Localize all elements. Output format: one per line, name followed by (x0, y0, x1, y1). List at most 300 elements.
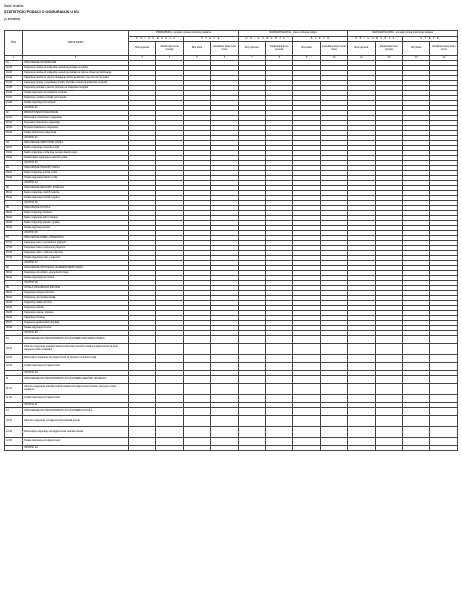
risk-code: 11 (5, 376, 23, 384)
value-cell[interactable] (375, 344, 402, 355)
risk-label: Ostala osiguranja plovila (23, 226, 129, 231)
risk-code: 05.01 (5, 191, 23, 196)
risk-label: Osiguranje robe u pomorskom prijevozu (23, 241, 129, 246)
risk-label: OSIGURANJE OD POŽARA I ELEMENTARNIH ŠTETA (23, 266, 129, 271)
value-cell[interactable] (348, 416, 375, 427)
value-cell[interactable] (430, 344, 458, 355)
value-cell[interactable] (156, 395, 183, 403)
risk-label: OSIGURANJE PLOVILA (23, 206, 129, 211)
value-cell[interactable] (266, 336, 293, 344)
sub-header-cell: Broj šteta (403, 42, 430, 56)
value-cell[interactable] (320, 363, 347, 371)
risk-label: Osiguranje građevinskih objekata (23, 321, 129, 326)
col-header-vrsta: VRSTE RIZIKA (23, 31, 129, 56)
value-cell[interactable] (238, 384, 265, 395)
risk-label: Ostala osiguranja od odgovornosti (23, 395, 129, 403)
risk-code: 02.04 (5, 131, 23, 136)
value-cell[interactable] (183, 438, 210, 446)
value-cell[interactable] (129, 384, 156, 395)
risk-code: 01.04 (5, 81, 23, 86)
value-cell[interactable] (238, 344, 265, 355)
risk-code: 02 (5, 111, 23, 116)
risk-code: 10.03 (5, 363, 23, 371)
risk-label: Ostala osiguranja od požara (23, 276, 129, 281)
value-cell[interactable] (293, 376, 320, 384)
risk-code: 06 (5, 206, 23, 211)
risk-label: UKUPNO 10 (23, 371, 129, 376)
value-cell[interactable] (375, 395, 402, 403)
risk-code: 09.01 (5, 291, 23, 296)
risk-code: 08.01 (5, 271, 23, 276)
value-cell[interactable] (293, 336, 320, 344)
value-cell[interactable] (293, 363, 320, 371)
value-cell[interactable] (156, 416, 183, 427)
risk-label: Dopunsko zdravstveno osiguranje (23, 121, 129, 126)
value-cell[interactable] (156, 438, 183, 446)
risk-code: 01.06 (5, 91, 23, 96)
value-cell[interactable] (156, 363, 183, 371)
value-cell[interactable] (211, 438, 238, 446)
risk-label: UKUPNO 05 (23, 201, 129, 206)
risk-label: Osiguranje putnika u javnom prometu od posljedica nezgode (23, 86, 129, 91)
risk-label: Obvezno osiguranje od odgovornosti vlasnika plovila (23, 416, 129, 427)
value-cell[interactable] (156, 355, 183, 363)
value-cell[interactable] (156, 344, 183, 355)
value-cell[interactable] (211, 384, 238, 395)
value-cell[interactable] (430, 408, 458, 416)
value-cell[interactable] (430, 446, 458, 451)
sub-header-cell: Broj ugovora (348, 42, 375, 56)
value-cell[interactable] (348, 427, 375, 438)
value-cell[interactable] (156, 427, 183, 438)
risk-code: 04.01 (5, 171, 23, 176)
risk-code: 12.03 (5, 438, 23, 446)
risk-code: 09.05 (5, 311, 23, 316)
value-cell[interactable] (266, 355, 293, 363)
group-header-nastan: NAKNADOSLOVNA - temeljem prava poslovnog nastana (348, 31, 458, 37)
risk-label: UKUPNO 01 (23, 106, 129, 111)
value-cell[interactable] (348, 438, 375, 446)
risk-label: Osiguranje stakla od loma (23, 301, 129, 306)
value-cell[interactable] (403, 344, 430, 355)
value-cell[interactable] (430, 395, 458, 403)
value-cell[interactable] (211, 376, 238, 384)
value-cell[interactable] (293, 395, 320, 403)
risk-label: OSIGURANJE OD NEZGODE (23, 61, 129, 66)
value-cell[interactable] (266, 376, 293, 384)
value-cell[interactable] (293, 384, 320, 395)
value-cell[interactable] (156, 376, 183, 384)
value-cell[interactable] (266, 384, 293, 395)
sub-header-cell: Zaračunata bruto premija (375, 42, 402, 56)
column-number: 5 (183, 56, 210, 61)
value-cell[interactable] (320, 438, 347, 446)
risk-label: Ostala osiguranja tračnih vozila (23, 176, 129, 181)
value-cell[interactable] (375, 363, 402, 371)
value-cell[interactable] (430, 363, 458, 371)
risk-code: 09.03 (5, 301, 23, 306)
risk-code: 03.03 (5, 156, 23, 161)
risk-label: Osiguranje gostiju, posjetitelja priredbi, izletnika i turista od posljedica nezgode (23, 81, 129, 86)
risk-label: UKUPNO 11 (23, 403, 129, 408)
risk-label: Ostala osiguranja imovine (23, 326, 129, 331)
column-number: 10 (320, 56, 347, 61)
value-cell[interactable] (183, 336, 210, 344)
value-cell[interactable] (183, 408, 210, 416)
risk-label: OSIGURANJE ROBE U PRIJEVOZU (23, 236, 129, 241)
table-row (5, 336, 458, 344)
table-row (5, 408, 458, 416)
table-row (5, 376, 458, 384)
value-cell[interactable] (348, 344, 375, 355)
risk-label: Osiguranje osoba za vrijeme obavljanja radnih djelatnosti i na putu od i do posla (23, 76, 129, 81)
value-cell[interactable] (129, 355, 156, 363)
value-cell[interactable] (238, 438, 265, 446)
value-cell[interactable] (266, 395, 293, 403)
sub-header-cell: Likvidirane štete bruto iznos (430, 42, 458, 56)
risk-code (5, 446, 23, 451)
risk-label: UKUPNO 09 (23, 331, 129, 336)
value-cell[interactable] (129, 408, 156, 416)
value-cell[interactable] (211, 427, 238, 438)
risk-code: 10 (5, 336, 23, 344)
risk-code: 08.02 (5, 276, 23, 281)
value-cell[interactable] (129, 395, 156, 403)
risk-code: 07.03 (5, 251, 23, 256)
risk-label: Osiguranje robe u zračnom prijevozu (23, 251, 129, 256)
value-cell[interactable] (156, 446, 183, 451)
value-cell[interactable] (348, 355, 375, 363)
risk-label: Dobrovoljno zdravstveno osiguranje (23, 116, 129, 121)
value-cell[interactable] (266, 416, 293, 427)
column-number: 7 (238, 56, 265, 61)
value-cell[interactable] (430, 438, 458, 446)
value-cell[interactable] (129, 427, 156, 438)
stete-header: Š T E T E (403, 37, 458, 42)
value-cell[interactable] (211, 416, 238, 427)
risk-code: 12.02 (5, 427, 23, 438)
value-cell[interactable] (211, 336, 238, 344)
value-cell[interactable] (211, 344, 238, 355)
risk-code: 07 (5, 236, 23, 241)
risk-label: OSIGURANJE OD ODGOVORNOSTI ZA UPOTREBU ZRAČNIH LETJELICA (23, 376, 129, 384)
risk-label: Dobrovoljno osiguranje od odgovornosti za upotrebu motornih vozila (23, 355, 129, 363)
risk-code: 01.08 (5, 101, 23, 106)
value-cell[interactable] (403, 395, 430, 403)
value-cell[interactable] (183, 355, 210, 363)
risk-label: Osiguranje životinja (23, 316, 129, 321)
value-cell[interactable] (211, 408, 238, 416)
risk-code: 01.03 (5, 76, 23, 81)
risk-code: 10.02 (5, 355, 23, 363)
sub-header-cell: Broj šteta (183, 42, 210, 56)
value-cell[interactable] (266, 363, 293, 371)
value-cell[interactable] (129, 376, 156, 384)
value-cell[interactable] (183, 446, 210, 451)
risk-label: ZDRAVSTVENO OSIGURANJE (23, 111, 129, 116)
risk-label: Obvezno osiguranje vlasnika zračnih letjelica od odgovornosti za štete nanesene trećim osobama (23, 384, 129, 395)
value-cell[interactable] (403, 355, 430, 363)
risk-label: UKUPNO 04 (23, 181, 129, 186)
value-cell[interactable] (266, 344, 293, 355)
table-row (5, 416, 458, 427)
col-header-sifra: Šifra (5, 31, 23, 56)
risk-label: Osiguranje osoba od posljedica nesretnog slučaja (nezgode) (23, 66, 129, 71)
risk-code: 02.03 (5, 126, 23, 131)
value-cell[interactable] (430, 427, 458, 438)
column-number: 12 (375, 56, 402, 61)
value-cell[interactable] (293, 344, 320, 355)
sub-header-cell: Zaračunata bruto premija (156, 42, 183, 56)
sub-header-cell: Likvidirane štete bruto iznos (211, 42, 238, 56)
value-cell[interactable] (403, 438, 430, 446)
value-cell[interactable] (430, 336, 458, 344)
value-cell[interactable] (403, 376, 430, 384)
risk-code: 06.02 (5, 216, 23, 221)
risk-code: 01.05 (5, 86, 23, 91)
value-cell[interactable] (211, 363, 238, 371)
risk-code: 03 (5, 141, 23, 146)
value-cell[interactable] (129, 344, 156, 355)
column-number: 11 (348, 56, 375, 61)
value-cell[interactable] (403, 408, 430, 416)
risk-code: 05 (5, 186, 23, 191)
value-cell[interactable] (238, 355, 265, 363)
risk-label: OSIGURANJE CESTOVNIH VOZILA (23, 141, 129, 146)
value-cell[interactable] (375, 408, 402, 416)
risk-code: 09.04 (5, 306, 23, 311)
risk-label: Osiguranje vozača i putnika od nezgode (23, 96, 129, 101)
value-cell[interactable] (293, 446, 320, 451)
risk-label: Kasko osiguranje vozila koja nemaju vlastiti pogon (23, 151, 129, 156)
risk-code: 09.06 (5, 316, 23, 321)
value-cell[interactable] (238, 446, 265, 451)
risk-label: UKUPNO 06 (23, 231, 129, 236)
value-cell[interactable] (348, 395, 375, 403)
risk-label: UKUPNO 12 (23, 446, 129, 451)
risk-code: 07.04 (5, 256, 23, 261)
sub-header-cell: Zaračunata bruto premija (266, 42, 293, 56)
value-cell[interactable] (156, 336, 183, 344)
risk-label: OSTALA OSIGURANJA IMOVINE (23, 286, 129, 291)
value-cell[interactable] (293, 427, 320, 438)
value-cell[interactable] (403, 446, 430, 451)
value-cell[interactable] (320, 355, 347, 363)
sub-header-cell: Likvidirane štete bruto iznos (320, 42, 347, 56)
company-name-label: Naziv društva (4, 4, 24, 8)
risk-label: Ostala osiguranja zračnih letjelica (23, 196, 129, 201)
value-cell[interactable] (348, 408, 375, 416)
risk-code: 01.07 (5, 96, 23, 101)
risk-code: 05.02 (5, 196, 23, 201)
value-cell[interactable] (183, 384, 210, 395)
risk-code: 10.01 (5, 344, 23, 355)
value-cell[interactable] (266, 408, 293, 416)
table-row (5, 344, 458, 355)
column-number: 9 (293, 56, 320, 61)
value-cell[interactable] (375, 376, 402, 384)
value-cell[interactable] (430, 416, 458, 427)
value-cell[interactable] (375, 427, 402, 438)
column-number: 2 (23, 56, 129, 61)
value-cell[interactable] (238, 395, 265, 403)
column-number: 1 (5, 56, 23, 61)
risk-code: 01.02 (5, 71, 23, 76)
risk-label: Privatno zdravstveno osiguranje (23, 126, 129, 131)
risk-label: Ostala osiguranja robe u prijevozu (23, 256, 129, 261)
value-cell[interactable] (375, 384, 402, 395)
value-cell[interactable] (375, 336, 402, 344)
value-cell[interactable] (183, 395, 210, 403)
value-cell[interactable] (156, 408, 183, 416)
value-cell[interactable] (266, 446, 293, 451)
value-cell[interactable] (183, 344, 210, 355)
risk-label: Ostala osiguranja od nezgode (23, 101, 129, 106)
value-cell[interactable] (211, 395, 238, 403)
value-cell[interactable] (320, 416, 347, 427)
value-cell[interactable] (403, 427, 430, 438)
value-cell[interactable] (211, 446, 238, 451)
value-cell[interactable] (430, 384, 458, 395)
value-cell[interactable] (129, 416, 156, 427)
risk-code: 09.07 (5, 321, 23, 326)
table-row (5, 384, 458, 395)
stete-header: Š T E T E (293, 37, 348, 42)
risk-code: 11.01 (5, 384, 23, 395)
value-cell[interactable] (348, 384, 375, 395)
risk-label: Ostala zdravstvena osiguranja (23, 131, 129, 136)
value-cell[interactable] (238, 427, 265, 438)
risk-code: 09.02 (5, 296, 23, 301)
value-cell[interactable] (266, 427, 293, 438)
risk-label: Osiguranje osoba od posljedica nesretnog slučaja za vrijeme obveznog školovanja (23, 71, 129, 76)
risk-code: 04 (5, 166, 23, 171)
value-cell[interactable] (129, 336, 156, 344)
osiguranja-header: O S I G U R A N J A (129, 37, 184, 42)
column-number: 6 (211, 56, 238, 61)
value-cell[interactable] (375, 446, 402, 451)
value-cell[interactable] (238, 416, 265, 427)
risk-label: Osiguranje od provalne krađe (23, 296, 129, 301)
risk-code: 09.08 (5, 326, 23, 331)
risk-code: 04.02 (5, 176, 23, 181)
risk-code: 12.01 (5, 416, 23, 427)
risk-code: 01.01 (5, 66, 23, 71)
value-cell[interactable] (293, 408, 320, 416)
value-cell[interactable] (375, 438, 402, 446)
risk-label: Dobrovoljno osiguranje od odgovornosti vlasnika plovila (23, 427, 129, 438)
risk-label: Ostala osiguranja od posljedica nezgode (23, 91, 129, 96)
risk-label: Ostala kasko osiguranja cestovnih vozila (23, 156, 129, 161)
risk-label: Kasko osiguranje plovila u gradnji (23, 221, 129, 226)
risk-code: 02.01 (5, 116, 23, 121)
risk-label: UKUPNO 07 (23, 261, 129, 266)
column-number: 3 (129, 56, 156, 61)
risk-code: 06.04 (5, 226, 23, 231)
risk-code: 02.02 (5, 121, 23, 126)
value-cell[interactable] (375, 355, 402, 363)
value-cell[interactable] (320, 395, 347, 403)
risk-code: 01 (5, 61, 23, 66)
sub-header-cell: Broj ugovora (129, 42, 156, 56)
risk-label: Osiguranje od požara i elementarnih šteta (23, 271, 129, 276)
value-cell[interactable] (320, 336, 347, 344)
value-cell[interactable] (403, 384, 430, 395)
value-cell[interactable] (129, 363, 156, 371)
form-title: STATISTIČKI PODACI O OSIGURANJU U EU (4, 10, 79, 14)
risk-label: Osiguranje robe u kopnenom prijevozu (23, 246, 129, 251)
insurance-statistics-table (4, 30, 458, 451)
value-cell[interactable] (129, 446, 156, 451)
value-cell[interactable] (183, 427, 210, 438)
column-number: 13 (403, 56, 430, 61)
value-cell[interactable] (348, 446, 375, 451)
table-row (5, 395, 458, 403)
risk-label: Osiguranje strojeva od loma (23, 291, 129, 296)
risk-label: OSIGURANJE OD ODGOVORNOSTI ZA UPOTREBU PLOVILA (23, 408, 129, 416)
value-cell[interactable] (430, 355, 458, 363)
value-cell[interactable] (403, 336, 430, 344)
value-cell[interactable] (238, 363, 265, 371)
risk-label: Kasko osiguranje motornih vozila (23, 146, 129, 151)
value-cell[interactable] (293, 355, 320, 363)
value-cell[interactable] (238, 376, 265, 384)
value-cell[interactable] (129, 438, 156, 446)
table-row (5, 355, 458, 363)
value-cell[interactable] (320, 427, 347, 438)
risk-code: 06.01 (5, 211, 23, 216)
risk-label: Kasko osiguranje jahti i čamaca (23, 216, 129, 221)
value-cell[interactable] (403, 363, 430, 371)
risk-label: UKUPNO 08 (23, 281, 129, 286)
value-cell[interactable] (430, 376, 458, 384)
risk-code: 11.02 (5, 395, 23, 403)
value-cell[interactable] (348, 336, 375, 344)
currency-unit: (u kunama) (4, 17, 21, 21)
risk-code: 12 (5, 408, 23, 416)
value-cell[interactable] (348, 376, 375, 384)
value-cell[interactable] (320, 408, 347, 416)
value-cell[interactable] (183, 416, 210, 427)
value-cell[interactable] (183, 376, 210, 384)
risk-label: Ostala osiguranja od odgovornosti (23, 438, 129, 446)
stete-header: Š T E T E (183, 37, 238, 42)
sub-header-cell: Broj šteta (293, 42, 320, 56)
risk-label: OSIGURANJE ZRAČNIH LETJELICA (23, 186, 129, 191)
value-cell[interactable] (266, 438, 293, 446)
value-cell[interactable] (320, 376, 347, 384)
value-cell[interactable] (238, 408, 265, 416)
value-cell[interactable] (293, 416, 320, 427)
group-header-podruznica: PODRUŽNICA - temeljem prava poslovnog nastana (129, 31, 239, 37)
table-row (5, 427, 458, 438)
value-cell[interactable] (293, 438, 320, 446)
value-cell[interactable] (403, 416, 430, 427)
osiguranja-header: O S I G U R A N J A (348, 37, 403, 42)
risk-label: Ostala osiguranja od odgovornosti (23, 363, 129, 371)
column-number: 4 (156, 56, 183, 61)
value-cell[interactable] (320, 446, 347, 451)
value-cell[interactable] (375, 416, 402, 427)
value-cell[interactable] (320, 384, 347, 395)
value-cell[interactable] (183, 363, 210, 371)
value-cell[interactable] (320, 344, 347, 355)
value-cell[interactable] (238, 336, 265, 344)
value-cell[interactable] (211, 355, 238, 363)
value-cell[interactable] (156, 384, 183, 395)
risk-code: 03.01 (5, 146, 23, 151)
value-cell[interactable] (348, 363, 375, 371)
